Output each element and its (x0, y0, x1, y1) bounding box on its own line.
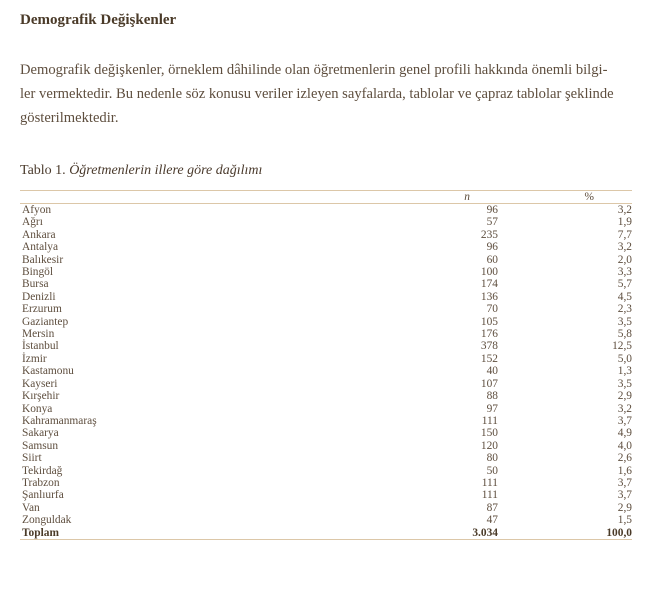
cell-name: İzmir (22, 352, 47, 365)
cell-name: Tekirdağ (22, 464, 63, 477)
total-cell-n: 3.034 (400, 527, 498, 540)
cell-pct: 2,0 (617, 253, 632, 266)
cell-pct: 7,7 (617, 228, 632, 241)
cell-pct: 3,7 (617, 476, 632, 489)
cell-name: Antalya (22, 241, 59, 254)
cell-n: 80 (486, 452, 498, 465)
cell-pct: 3,2 (617, 204, 632, 216)
cell-name: Denizli (22, 290, 56, 303)
cell-n: 235 (480, 228, 498, 241)
cell-name: Mersin (22, 328, 55, 341)
paragraph-line: gösterilmektedir. (20, 110, 119, 126)
cell-n: 174 (480, 278, 498, 291)
cell-pct: 4,0 (617, 439, 632, 452)
cell-name: Trabzon (22, 476, 60, 489)
paragraph-line: Demografik değişkenler, örneklem dâhilinde olan öğretmenlerin genel profili hakkında önemli bilgi- (20, 62, 608, 78)
table-row (20, 415, 632, 427)
cell-n: 152 (480, 352, 498, 365)
cell-pct: 2,3 (617, 303, 632, 316)
province-table-container (20, 190, 632, 540)
table-row (20, 403, 632, 415)
table-row (20, 278, 632, 290)
province-table (20, 190, 632, 540)
cell-pct: 4,5 (617, 290, 632, 303)
table-header-row (20, 191, 632, 204)
cell-pct: 12,5 (612, 340, 632, 353)
table-row (20, 489, 632, 501)
cell-pct: 1,9 (617, 216, 632, 229)
table-row (20, 291, 632, 303)
cell-name: Kastamonu (22, 365, 74, 378)
cell-name: Zonguldak (22, 514, 72, 527)
cell-n: 111 (481, 489, 498, 502)
cell-pct: 5,0 (617, 352, 632, 365)
cell-pct: 3,5 (617, 315, 632, 328)
table-row (20, 465, 632, 477)
table-row (20, 229, 632, 241)
cell-n: 57 (486, 216, 498, 229)
table-row (20, 266, 632, 278)
cell-name: İstanbul (22, 340, 59, 353)
table-row (20, 316, 632, 328)
cell-n: 87 (486, 501, 498, 514)
cell-pct: 4,9 (617, 427, 632, 440)
table-row (20, 340, 632, 352)
header-pct: % (498, 191, 632, 204)
cell-pct: 5,8 (617, 328, 632, 341)
cell-name: Kayseri (22, 377, 58, 390)
cell-pct: 2,9 (617, 390, 632, 403)
table-row (20, 241, 632, 253)
cell-pct: 2,6 (617, 452, 632, 465)
table-row (20, 452, 632, 464)
cell-name: Samsun (22, 439, 59, 452)
cell-pct: 1,3 (617, 365, 632, 378)
cell-n: 47 (486, 514, 498, 527)
cell-pct: 1,5 (617, 514, 632, 527)
table-row (20, 514, 632, 526)
table-row (20, 328, 632, 340)
cell-pct: 5,7 (617, 278, 632, 291)
cell-pct: 3,7 (617, 489, 632, 502)
cell-n: 120 (480, 439, 498, 452)
total-cell-pct: 100,0 (498, 527, 632, 540)
cell-n: 150 (480, 427, 498, 440)
table-row (20, 365, 632, 377)
cell-name: Şanlıurfa (22, 489, 64, 502)
cell-name: Ankara (22, 228, 56, 241)
cell-name: Kahramanmaraş (22, 414, 97, 427)
cell-pct: 2,9 (617, 501, 632, 514)
table-row (20, 353, 632, 365)
table-row (20, 427, 632, 439)
table-caption-label: Tablo 1. (20, 163, 66, 178)
cell-name: Sakarya (22, 427, 59, 440)
table-total-row (20, 527, 632, 540)
intro-paragraph (20, 58, 640, 130)
table-row (20, 477, 632, 489)
cell-n: 60 (486, 253, 498, 266)
cell-name: Bingöl (22, 266, 54, 279)
cell-n: 40 (486, 365, 498, 378)
cell-n: 88 (486, 390, 498, 403)
cell-n: 96 (486, 241, 498, 254)
table-row (20, 303, 632, 315)
cell-n: 176 (480, 328, 498, 341)
cell-n: 136 (480, 290, 498, 303)
cell-name: Erzurum (22, 303, 62, 316)
cell-pct: 3,2 (617, 241, 632, 254)
cell-n: 378 (480, 340, 498, 353)
header-name (20, 191, 400, 204)
header-n: n (400, 191, 498, 204)
table-row (20, 204, 632, 217)
table-row (20, 440, 632, 452)
cell-n: 107 (480, 377, 498, 390)
table-row (20, 502, 632, 514)
cell-pct: 3,3 (617, 266, 632, 279)
cell-pct: 3,2 (617, 402, 632, 415)
cell-name: Bursa (22, 278, 49, 291)
paragraph-line: ler vermektedir. Bu nedenle söz konusu veriler izleyen sayfalarda, tablolar ve çapraz tablolar şeklinde (20, 86, 614, 102)
cell-n: 70 (486, 303, 498, 316)
cell-name: Balıkesir (22, 253, 64, 266)
cell-n: 100 (480, 266, 498, 279)
cell-name: Siirt (22, 452, 42, 465)
cell-name: Konya (22, 402, 53, 415)
cell-name: Kırşehir (22, 390, 60, 403)
cell-name: Gaziantep (22, 315, 69, 328)
cell-n: 105 (480, 315, 498, 328)
cell-name: Ağrı (22, 216, 43, 229)
cell-n: 50 (486, 464, 498, 477)
cell-pct: 3,7 (617, 414, 632, 427)
section-heading: Demografik Değişkenler (20, 12, 177, 28)
table-row (20, 254, 632, 266)
cell-n: 111 (481, 414, 498, 427)
cell-n: 111 (481, 476, 498, 489)
cell-pct: 1,6 (617, 464, 632, 477)
table-row (20, 378, 632, 390)
cell-name: Van (22, 501, 40, 514)
table-caption-title: Öğretmenlerin illere göre dağılımı (69, 163, 263, 178)
cell-n: 96 (486, 204, 498, 216)
total-cell-name: Toplam (20, 527, 400, 540)
table-body (20, 204, 632, 540)
cell-name: Afyon (22, 204, 52, 216)
cell-n: 97 (486, 402, 498, 415)
table-row (20, 216, 632, 228)
table-caption (20, 163, 262, 179)
table-row (20, 390, 632, 402)
cell-pct: 3,5 (617, 377, 632, 390)
